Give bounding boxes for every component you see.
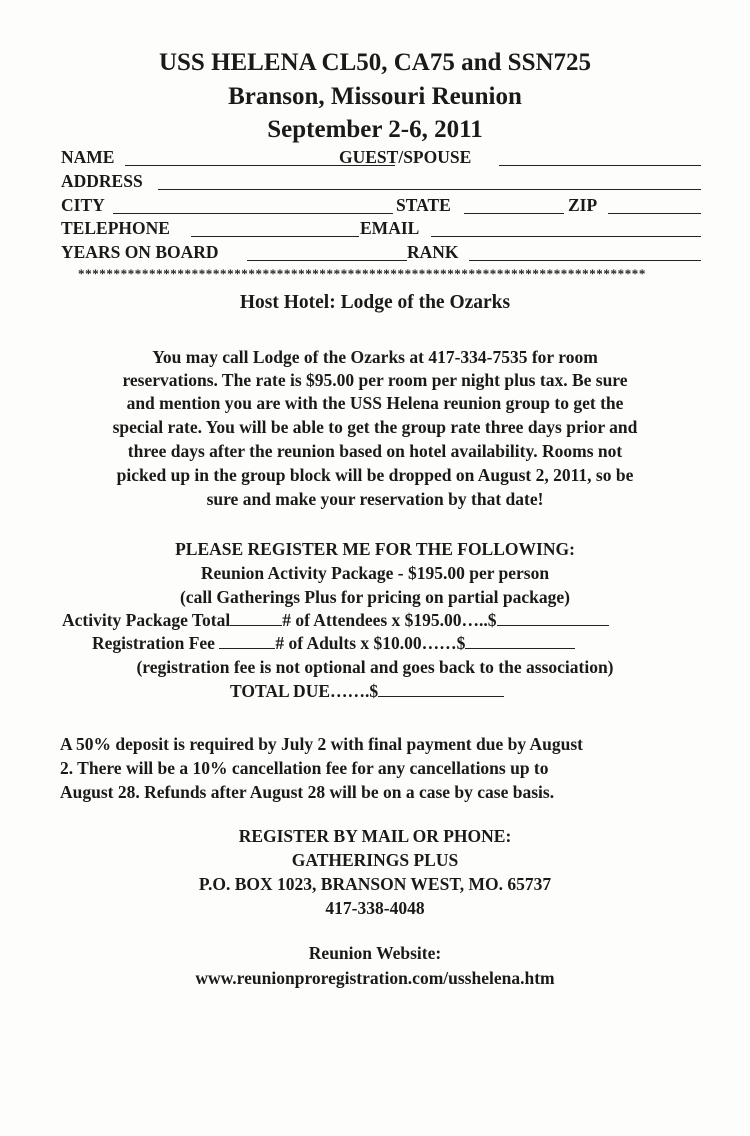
email-field[interactable] — [431, 236, 701, 237]
website-url[interactable]: www.reunionproregistration.com/usshelena.htm — [195, 968, 555, 988]
form-row-years — [61, 241, 701, 263]
deposit-line-2: 2. There will be a 10% cancellation fee for any cancellations up to — [60, 758, 549, 778]
contact-org: GATHERINGS PLUS — [291, 850, 459, 870]
flyer-dates: September 2-6, 2011 — [267, 116, 483, 143]
activity-total-label: Activity Package Total — [62, 610, 231, 630]
registration-fee-label: Registration Fee — [92, 633, 220, 653]
zip-field[interactable] — [608, 213, 701, 214]
city-label: CITY — [61, 195, 105, 215]
flyer-subtitle: Branson, Missouri Reunion — [228, 83, 522, 110]
form-row-name — [61, 146, 701, 168]
rank-field[interactable] — [469, 260, 701, 261]
activity-package-line — [62, 609, 609, 631]
contact-phone: 417-338-4048 — [325, 898, 425, 918]
guest-field[interactable] — [499, 165, 701, 166]
package-line: Reunion Activity Package - $195.00 per person — [200, 563, 550, 583]
hotel-line-2: reservations. The rate is $95.00 per room per night plus tax. Be sure — [122, 370, 628, 390]
form-row-telephone — [61, 217, 701, 239]
register-heading: PLEASE REGISTER ME FOR THE FOLLOWING: — [175, 539, 575, 559]
contact-heading: REGISTER BY MAIL OR PHONE: — [238, 826, 512, 846]
registration-fee-field[interactable] — [219, 634, 275, 649]
hotel-heading: Host Hotel: Lodge of the Ozarks — [239, 292, 511, 313]
total-due-field[interactable] — [378, 682, 504, 697]
years-label: YEARS ON BOARD — [61, 242, 219, 262]
telephone-label: TELEPHONE — [61, 218, 170, 238]
address-label: ADDRESS — [61, 171, 143, 191]
hotel-line-3: and mention you are with the USS Helena reunion group to get the — [126, 393, 624, 413]
adults-label: # of Adults x $10.00……$ — [275, 633, 466, 653]
name-label: NAME — [61, 147, 115, 167]
flyer-title: USS HELENA CL50, CA75 and SSN725 — [158, 49, 592, 76]
attendees-label: # of Attendees x $195.00…..$ — [282, 610, 497, 630]
hotel-line-7: sure and make your reservation by that date! — [206, 489, 544, 509]
rank-label: RANK — [407, 242, 459, 262]
hotel-line-6: picked up in the group block will be dropped on August 2, 2011, so be — [116, 465, 634, 485]
hotel-line-4: special rate. You will be able to get the group rate three days prior and — [112, 417, 638, 437]
hotel-line-1: You may call Lodge of the Ozarks at 417-334-7535 for room — [152, 347, 598, 367]
divider: ******************************************************************************** — [78, 266, 646, 281]
deposit-line-1: A 50% deposit is required by July 2 with final payment due by August — [60, 734, 584, 754]
guest-label: GUEST/SPOUSE — [339, 147, 472, 167]
contact-address: P.O. BOX 1023, BRANSON WEST, MO. 65737 — [198, 874, 552, 894]
total-due-label: TOTAL DUE…….$ — [230, 681, 379, 701]
form-row-city — [61, 194, 701, 216]
state-label: STATE — [396, 195, 451, 215]
fee-amount-field[interactable] — [465, 634, 575, 649]
telephone-field[interactable] — [191, 236, 359, 237]
fee-note: (registration fee is not optional and goes back to the association) — [136, 657, 614, 677]
city-field[interactable] — [113, 213, 393, 214]
form-row-address — [61, 170, 701, 192]
email-label: EMAIL — [360, 218, 420, 238]
total-due-line — [230, 680, 504, 702]
activity-total-field[interactable] — [230, 611, 282, 626]
partial-package-note: (call Gatherings Plus for pricing on partial package) — [179, 587, 571, 607]
deposit-line-3: August 28. Refunds after August 28 will be on a case by case basis. — [60, 782, 555, 802]
hotel-line-5: three days after the reunion based on hotel availability. Rooms not — [127, 441, 623, 461]
state-field[interactable] — [464, 213, 564, 214]
website-label: Reunion Website: — [308, 943, 442, 963]
address-field[interactable] — [158, 189, 701, 190]
years-field[interactable] — [247, 260, 407, 261]
registration-fee-line — [92, 632, 575, 654]
zip-label: ZIP — [568, 195, 598, 215]
activity-amount-field[interactable] — [497, 611, 609, 626]
